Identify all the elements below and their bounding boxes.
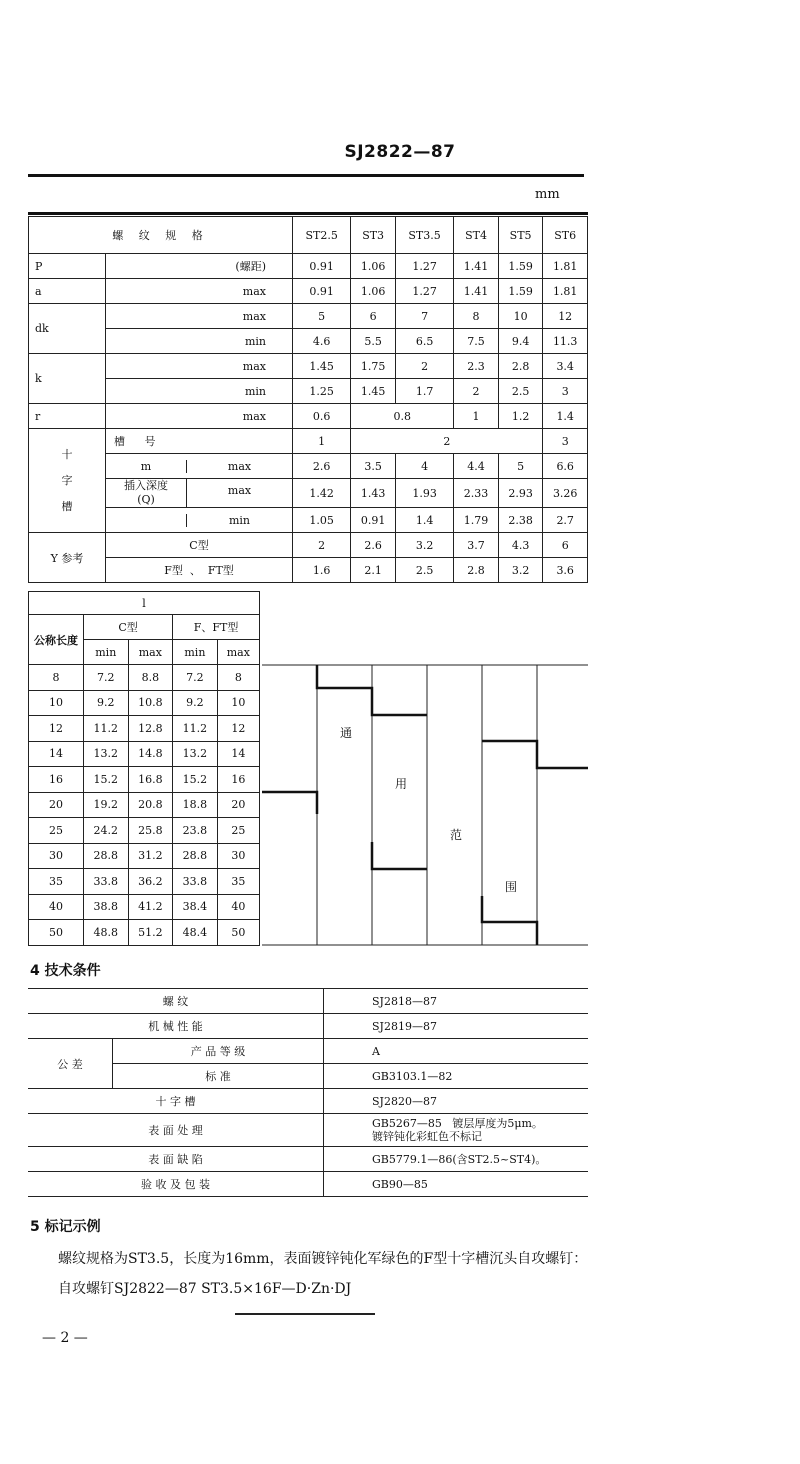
tech-key: 十 字 槽 bbox=[28, 1089, 324, 1114]
param-label: P bbox=[29, 254, 106, 279]
param-label: a bbox=[29, 279, 106, 304]
value-cell: 2.33 bbox=[454, 479, 499, 508]
value-cell: 2.6 bbox=[351, 533, 396, 558]
tech-val: A bbox=[324, 1039, 589, 1064]
tech-subkey: 标 准 bbox=[113, 1064, 324, 1089]
length-value-cell: 33.8 bbox=[173, 869, 218, 895]
tech-val: SJ2819—87 bbox=[324, 1014, 589, 1039]
tech-key: 表 面 缺 陷 bbox=[28, 1147, 324, 1172]
length-value-cell: 31.2 bbox=[128, 843, 173, 869]
value-cell: 2.8 bbox=[454, 558, 499, 583]
q-min-cell bbox=[106, 508, 293, 533]
value-cell: 7 bbox=[395, 304, 453, 329]
cross-label-char: 字 bbox=[61, 473, 73, 487]
usage-range-grid bbox=[262, 662, 588, 948]
value-cell: 1.06 bbox=[351, 279, 396, 304]
spec-header-label: 螺 纹 规 格 bbox=[29, 217, 293, 254]
value-cell: 6.5 bbox=[395, 329, 453, 354]
value-cell: 6.6 bbox=[543, 454, 588, 479]
length-value-cell: 23.8 bbox=[173, 818, 218, 844]
value-cell: 6 bbox=[543, 533, 588, 558]
length-value-cell: 30 bbox=[217, 843, 259, 869]
length-value-cell: 15.2 bbox=[173, 767, 218, 793]
length-row bbox=[29, 716, 260, 742]
value-cell: 2.5 bbox=[498, 379, 543, 404]
min-label: min bbox=[84, 640, 129, 665]
range-char: 围 bbox=[505, 880, 518, 894]
col-header: ST6 bbox=[543, 217, 588, 254]
m-label: m bbox=[106, 460, 187, 473]
length-value-cell: 36.2 bbox=[128, 869, 173, 895]
length-value-cell: 9.2 bbox=[84, 690, 129, 716]
nominal-length-cell: 25 bbox=[29, 818, 84, 844]
nominal-length-cell: 14 bbox=[29, 741, 84, 767]
param-sub: min bbox=[106, 379, 293, 404]
value-cell: 1.2 bbox=[498, 404, 543, 429]
value-cell: 6 bbox=[351, 304, 396, 329]
length-value-cell: 7.2 bbox=[173, 665, 218, 691]
tech-val: GB90—85 bbox=[324, 1172, 589, 1197]
value-cell: 0.91 bbox=[293, 279, 351, 304]
value-cell: 1.81 bbox=[543, 279, 588, 304]
param-sub: max bbox=[106, 404, 293, 429]
value-cell: 1.6 bbox=[293, 558, 351, 583]
cross-label-char: 十 bbox=[61, 447, 73, 461]
length-value-cell: 13.2 bbox=[173, 741, 218, 767]
value-cell: 1.81 bbox=[543, 254, 588, 279]
tech-val: GB5779.1—86(含ST2.5~ST4)。 bbox=[324, 1147, 589, 1172]
length-value-cell: 11.2 bbox=[84, 716, 129, 742]
length-value-cell: 15.2 bbox=[84, 767, 129, 793]
nominal-length-cell: 30 bbox=[29, 843, 84, 869]
value-cell: 1 bbox=[454, 404, 499, 429]
nominal-length-cell: 10 bbox=[29, 690, 84, 716]
nominal-length-cell: 16 bbox=[29, 767, 84, 793]
value-cell: 11.3 bbox=[543, 329, 588, 354]
header-rule bbox=[28, 174, 584, 177]
y-ref-label: Y 参考 bbox=[29, 533, 106, 583]
param-label: dk bbox=[29, 304, 106, 354]
value-cell: 1.25 bbox=[293, 379, 351, 404]
length-value-cell: 10 bbox=[217, 690, 259, 716]
length-value-cell: 33.8 bbox=[84, 869, 129, 895]
nominal-length-label: 公称长度 bbox=[29, 615, 84, 665]
length-value-cell: 20.8 bbox=[128, 792, 173, 818]
param-sub: max bbox=[106, 279, 293, 304]
value-cell: 2 bbox=[351, 429, 543, 454]
value-cell: 1.06 bbox=[351, 254, 396, 279]
value-cell: 4.3 bbox=[498, 533, 543, 558]
value-cell: 4 bbox=[395, 454, 453, 479]
section-5-title: 5 标记示例 bbox=[30, 1219, 101, 1235]
length-value-cell: 28.8 bbox=[84, 843, 129, 869]
value-cell: 7.5 bbox=[454, 329, 499, 354]
col-header: ST2.5 bbox=[293, 217, 351, 254]
page-number: — 2 — bbox=[42, 1330, 88, 1346]
value-cell: 0.8 bbox=[351, 404, 454, 429]
tech-conditions-table bbox=[28, 988, 588, 1197]
value-cell: 8 bbox=[454, 304, 499, 329]
value-cell: 10 bbox=[498, 304, 543, 329]
length-value-cell: 38.4 bbox=[173, 894, 218, 920]
value-cell: 0.91 bbox=[293, 254, 351, 279]
length-row bbox=[29, 665, 260, 691]
tech-val: SJ2820—87 bbox=[324, 1089, 589, 1114]
tech-key: 验 收 及 包 装 bbox=[28, 1172, 324, 1197]
value-cell: 1.41 bbox=[454, 254, 499, 279]
length-row bbox=[29, 894, 260, 920]
length-l-label: l bbox=[29, 592, 260, 615]
length-value-cell: 25.8 bbox=[128, 818, 173, 844]
length-value-cell: 19.2 bbox=[84, 792, 129, 818]
range-char: 用 bbox=[395, 777, 408, 791]
nominal-length-cell: 8 bbox=[29, 665, 84, 691]
value-cell: 2.6 bbox=[293, 454, 351, 479]
param-sub: max bbox=[106, 304, 293, 329]
m-sub: max bbox=[227, 459, 252, 473]
length-value-cell: 12.8 bbox=[128, 716, 173, 742]
length-value-cell: 11.2 bbox=[173, 716, 218, 742]
value-cell: 3 bbox=[543, 379, 588, 404]
length-value-cell: 40 bbox=[217, 894, 259, 920]
value-cell: 2.3 bbox=[454, 354, 499, 379]
f-type-label: F、FT型 bbox=[173, 615, 260, 640]
length-value-cell: 14.8 bbox=[128, 741, 173, 767]
value-cell: 3 bbox=[543, 429, 588, 454]
length-value-cell: 10.8 bbox=[128, 690, 173, 716]
value-cell: 1.41 bbox=[454, 279, 499, 304]
col-header: ST4 bbox=[454, 217, 499, 254]
value-cell: 0.91 bbox=[351, 508, 396, 533]
range-grid-lines bbox=[262, 662, 588, 948]
value-cell: 2.5 bbox=[395, 558, 453, 583]
tech-val: GB3103.1—82 bbox=[324, 1064, 589, 1089]
length-value-cell: 16.8 bbox=[128, 767, 173, 793]
value-cell: 3.7 bbox=[454, 533, 499, 558]
length-value-cell: 51.2 bbox=[128, 920, 173, 946]
length-row bbox=[29, 741, 260, 767]
nominal-length-cell: 35 bbox=[29, 869, 84, 895]
length-value-cell: 14 bbox=[217, 741, 259, 767]
length-value-cell: 24.2 bbox=[84, 818, 129, 844]
length-value-cell: 25 bbox=[217, 818, 259, 844]
length-value-cell: 18.8 bbox=[173, 792, 218, 818]
tech-key: 螺 纹 bbox=[28, 989, 324, 1014]
spec-table bbox=[28, 216, 588, 583]
max-label: max bbox=[217, 640, 259, 665]
tech-key: 机 械 性 能 bbox=[28, 1014, 324, 1039]
q-max-sub: max bbox=[227, 484, 252, 497]
value-cell: 1.43 bbox=[351, 479, 396, 508]
value-cell: 5 bbox=[293, 304, 351, 329]
end-rule bbox=[235, 1313, 375, 1315]
value-cell: 9.4 bbox=[498, 329, 543, 354]
slot-number-label: 槽 号 bbox=[106, 429, 293, 454]
max-label: max bbox=[128, 640, 173, 665]
param-label: r bbox=[29, 404, 106, 429]
param-sub: (螺距) bbox=[106, 254, 293, 279]
length-row bbox=[29, 767, 260, 793]
length-value-cell: 20 bbox=[217, 792, 259, 818]
length-value-cell: 8 bbox=[217, 665, 259, 691]
value-cell: 3.4 bbox=[543, 354, 588, 379]
length-value-cell: 50 bbox=[217, 920, 259, 946]
length-value-cell: 35 bbox=[217, 869, 259, 895]
range-char: 范 bbox=[450, 828, 463, 842]
tech-key: 公 差 bbox=[28, 1039, 113, 1089]
length-value-cell: 13.2 bbox=[84, 741, 129, 767]
value-cell: 1.27 bbox=[395, 254, 453, 279]
value-cell: 1.75 bbox=[351, 354, 396, 379]
col-header: ST3.5 bbox=[395, 217, 453, 254]
range-char: 通 bbox=[340, 726, 353, 740]
value-cell: 3.2 bbox=[498, 558, 543, 583]
length-value-cell: 41.2 bbox=[128, 894, 173, 920]
tech-val: GB5267—85 镀层厚度为5μm。 镀锌钝化彩虹色不标记 bbox=[324, 1114, 589, 1147]
q-label: 插入深度 (Q) bbox=[106, 479, 187, 507]
value-cell: 2.8 bbox=[498, 354, 543, 379]
param-label: k bbox=[29, 354, 106, 404]
m-cell bbox=[106, 454, 293, 479]
marking-example-line2: 自攻螺钉SJ2822—87 ST3.5×16F—D·Zn·DJ bbox=[58, 1281, 352, 1297]
length-row bbox=[29, 920, 260, 946]
length-value-cell: 48.8 bbox=[84, 920, 129, 946]
c-type-label: C型 bbox=[84, 615, 173, 640]
tech-val: SJ2818—87 bbox=[324, 989, 589, 1014]
cross-slot-label bbox=[29, 429, 106, 533]
table-top-rule bbox=[28, 212, 588, 215]
nominal-length-cell: 20 bbox=[29, 792, 84, 818]
value-cell: 2 bbox=[293, 533, 351, 558]
value-cell: 2.7 bbox=[543, 508, 588, 533]
tech-key: 表 面 处 理 bbox=[28, 1114, 324, 1147]
value-cell: 1.7 bbox=[395, 379, 453, 404]
marking-example-line1: 螺纹规格为ST3.5，长度为16mm，表面镀锌钝化军绿色的F型十字槽沉头自攻螺钉： bbox=[58, 1251, 588, 1267]
cross-label-char: 槽 bbox=[61, 499, 73, 513]
value-cell: 3.5 bbox=[351, 454, 396, 479]
value-cell: 12 bbox=[543, 304, 588, 329]
length-row bbox=[29, 843, 260, 869]
nominal-length-cell: 40 bbox=[29, 894, 84, 920]
length-row bbox=[29, 818, 260, 844]
length-table bbox=[28, 591, 260, 946]
value-cell: 2.93 bbox=[498, 479, 543, 508]
section-4-title: 4 技术条件 bbox=[30, 963, 101, 979]
q-min-sub: min bbox=[228, 513, 251, 527]
value-cell: 1.4 bbox=[395, 508, 453, 533]
y-c-label: C型 bbox=[106, 533, 293, 558]
length-value-cell: 48.4 bbox=[173, 920, 218, 946]
length-row bbox=[29, 792, 260, 818]
value-cell: 1.59 bbox=[498, 254, 543, 279]
col-header: ST3 bbox=[351, 217, 396, 254]
value-cell: 1.4 bbox=[543, 404, 588, 429]
value-cell: 4.4 bbox=[454, 454, 499, 479]
value-cell: 3.2 bbox=[395, 533, 453, 558]
length-value-cell: 16 bbox=[217, 767, 259, 793]
length-value-cell: 28.8 bbox=[173, 843, 218, 869]
min-label: min bbox=[173, 640, 218, 665]
value-cell: 1.59 bbox=[498, 279, 543, 304]
value-cell: 5 bbox=[498, 454, 543, 479]
value-cell: 2 bbox=[395, 354, 453, 379]
length-value-cell: 9.2 bbox=[173, 690, 218, 716]
value-cell: 3.6 bbox=[543, 558, 588, 583]
length-value-cell: 38.8 bbox=[84, 894, 129, 920]
value-cell: 1.05 bbox=[293, 508, 351, 533]
value-cell: 2.38 bbox=[498, 508, 543, 533]
value-cell: 1.45 bbox=[351, 379, 396, 404]
nominal-length-cell: 50 bbox=[29, 920, 84, 946]
nominal-length-cell: 12 bbox=[29, 716, 84, 742]
tech-subkey: 产 品 等 级 bbox=[113, 1039, 324, 1064]
value-cell: 1.27 bbox=[395, 279, 453, 304]
length-value-cell: 8.8 bbox=[128, 665, 173, 691]
value-cell: 3.26 bbox=[543, 479, 588, 508]
value-cell: 1.93 bbox=[395, 479, 453, 508]
value-cell: 1.42 bbox=[293, 479, 351, 508]
value-cell: 5.5 bbox=[351, 329, 396, 354]
standard-code: SJ2822—87 bbox=[344, 142, 456, 162]
unit-label: mm bbox=[535, 187, 560, 202]
value-cell: 1 bbox=[293, 429, 351, 454]
length-row bbox=[29, 690, 260, 716]
q-max-cell bbox=[106, 479, 293, 508]
length-value-cell: 7.2 bbox=[84, 665, 129, 691]
param-sub: max bbox=[106, 354, 293, 379]
col-header: ST5 bbox=[498, 217, 543, 254]
value-cell: 1.79 bbox=[454, 508, 499, 533]
length-value-cell: 12 bbox=[217, 716, 259, 742]
value-cell: 1.45 bbox=[293, 354, 351, 379]
y-f-label: F型 、 FT型 bbox=[106, 558, 293, 583]
value-cell: 2.1 bbox=[351, 558, 396, 583]
value-cell: 0.6 bbox=[293, 404, 351, 429]
param-sub: min bbox=[106, 329, 293, 354]
length-row bbox=[29, 869, 260, 895]
value-cell: 4.6 bbox=[293, 329, 351, 354]
value-cell: 2 bbox=[454, 379, 499, 404]
